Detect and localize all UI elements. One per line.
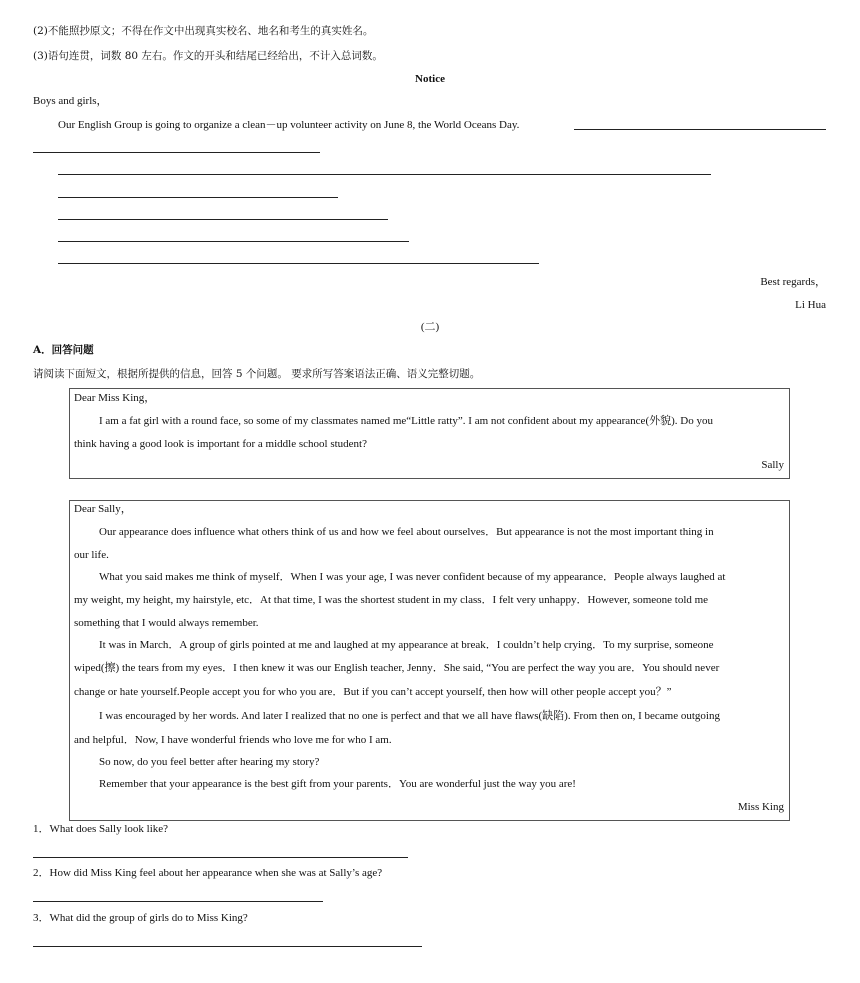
answer-line-q1[interactable] <box>33 857 408 858</box>
answer-line[interactable] <box>58 241 409 242</box>
answer-line[interactable] <box>58 219 388 220</box>
letter2-line: something that I would always remember. <box>74 617 259 629</box>
letter1-line: I am a fat girl with a round face, so some of my classmates named me“Little ratty”. I am not confident about my appearance(外貌). Do you <box>99 415 713 427</box>
notice-opening: Our English Group is going to organize a clean－up volunteer activity on June 8, the World Oceans Day. <box>58 119 520 131</box>
question-1: 1．What does Sally look like? <box>33 823 169 835</box>
answer-line-q3[interactable] <box>33 946 422 947</box>
notice-closing: Best regards， <box>760 276 826 288</box>
letter1-signature: Sally <box>761 459 784 471</box>
letter2-salutation: Dear Sally， <box>74 503 132 515</box>
answer-line-q2[interactable] <box>33 901 323 902</box>
question-2: 2．How did Miss King feel about her appearance when she was at Sally’s age? <box>33 867 383 879</box>
requirement-3: (3)语句连贯，词数 80 左右。作文的开头和结尾已经给出，不计入总词数。 <box>33 50 383 62</box>
notice-signature: Li Hua <box>795 299 826 311</box>
section-number: (二) <box>420 321 440 333</box>
letter2-line: Remember that your appearance is the best gift from your parents．You are wonderful just the way you are! <box>99 778 576 790</box>
answer-line[interactable] <box>58 174 711 175</box>
notice-greeting: Boys and girls， <box>33 95 108 107</box>
letter2-line: and helpful．Now, I have wonderful friends who love me for who I am. <box>74 734 392 746</box>
letter-box-sally <box>69 388 790 479</box>
letter2-line: Our appearance does influence what others think of us and how we feel about ourselves．But appearance is not the most important thing in <box>99 526 714 538</box>
part-label: A．回答问题 <box>33 344 94 356</box>
letter2-line: my weight, my height, my hairstyle, etc．At that time, I was the shortest student in my class．I felt very unhappy．However, someone told me <box>74 594 709 606</box>
letter1-line: think having a good look is important for a middle school student? <box>74 438 367 450</box>
answer-line[interactable] <box>58 263 539 264</box>
letter2-line: our life. <box>74 549 109 561</box>
question-3: 3．What did the group of girls do to Miss King? <box>33 912 248 924</box>
letter2-signature: Miss King <box>737 801 784 813</box>
answer-line[interactable] <box>33 152 320 153</box>
letter1-salutation: Dear Miss King， <box>74 392 156 404</box>
letter2-line: I was encouraged by her words. And later I realized that no one is perfect and that we all have flaws(缺陷). From then on, I became outgoing <box>99 710 720 722</box>
letter2-line: What you said makes me think of myself．When I was your age, I was never confident because of my appearance．People always laughed at <box>99 571 726 583</box>
letter2-line: So now, do you feel better after hearing my story? <box>99 756 320 768</box>
letter2-line: It was in March．A group of girls pointed at me and laughed at my appearance at break．I couldn’t help crying．To my surprise, someone <box>99 639 714 651</box>
letter2-line: wiped(擦) the tears from my eyes．I then knew it was our English teacher, Jenny．She said, “You are perfect the way you are．You should never <box>74 662 720 674</box>
requirement-2: (2)不能照抄原文；不得在作文中出现真实校名、地名和考生的真实姓名。 <box>33 25 374 37</box>
answer-line[interactable] <box>58 197 338 198</box>
notice-title: Notice <box>415 73 445 85</box>
answer-line[interactable] <box>574 129 826 130</box>
letter2-line: change or hate yourself.People accept you for who you are．But if you can’t accept yourself, then how will other people accept you？” <box>74 686 672 698</box>
section-instructions: 请阅读下面短文，根据所提供的信息，回答 5 个问题。 要求所写答案语法正确、语义完整切题。 <box>33 368 481 380</box>
